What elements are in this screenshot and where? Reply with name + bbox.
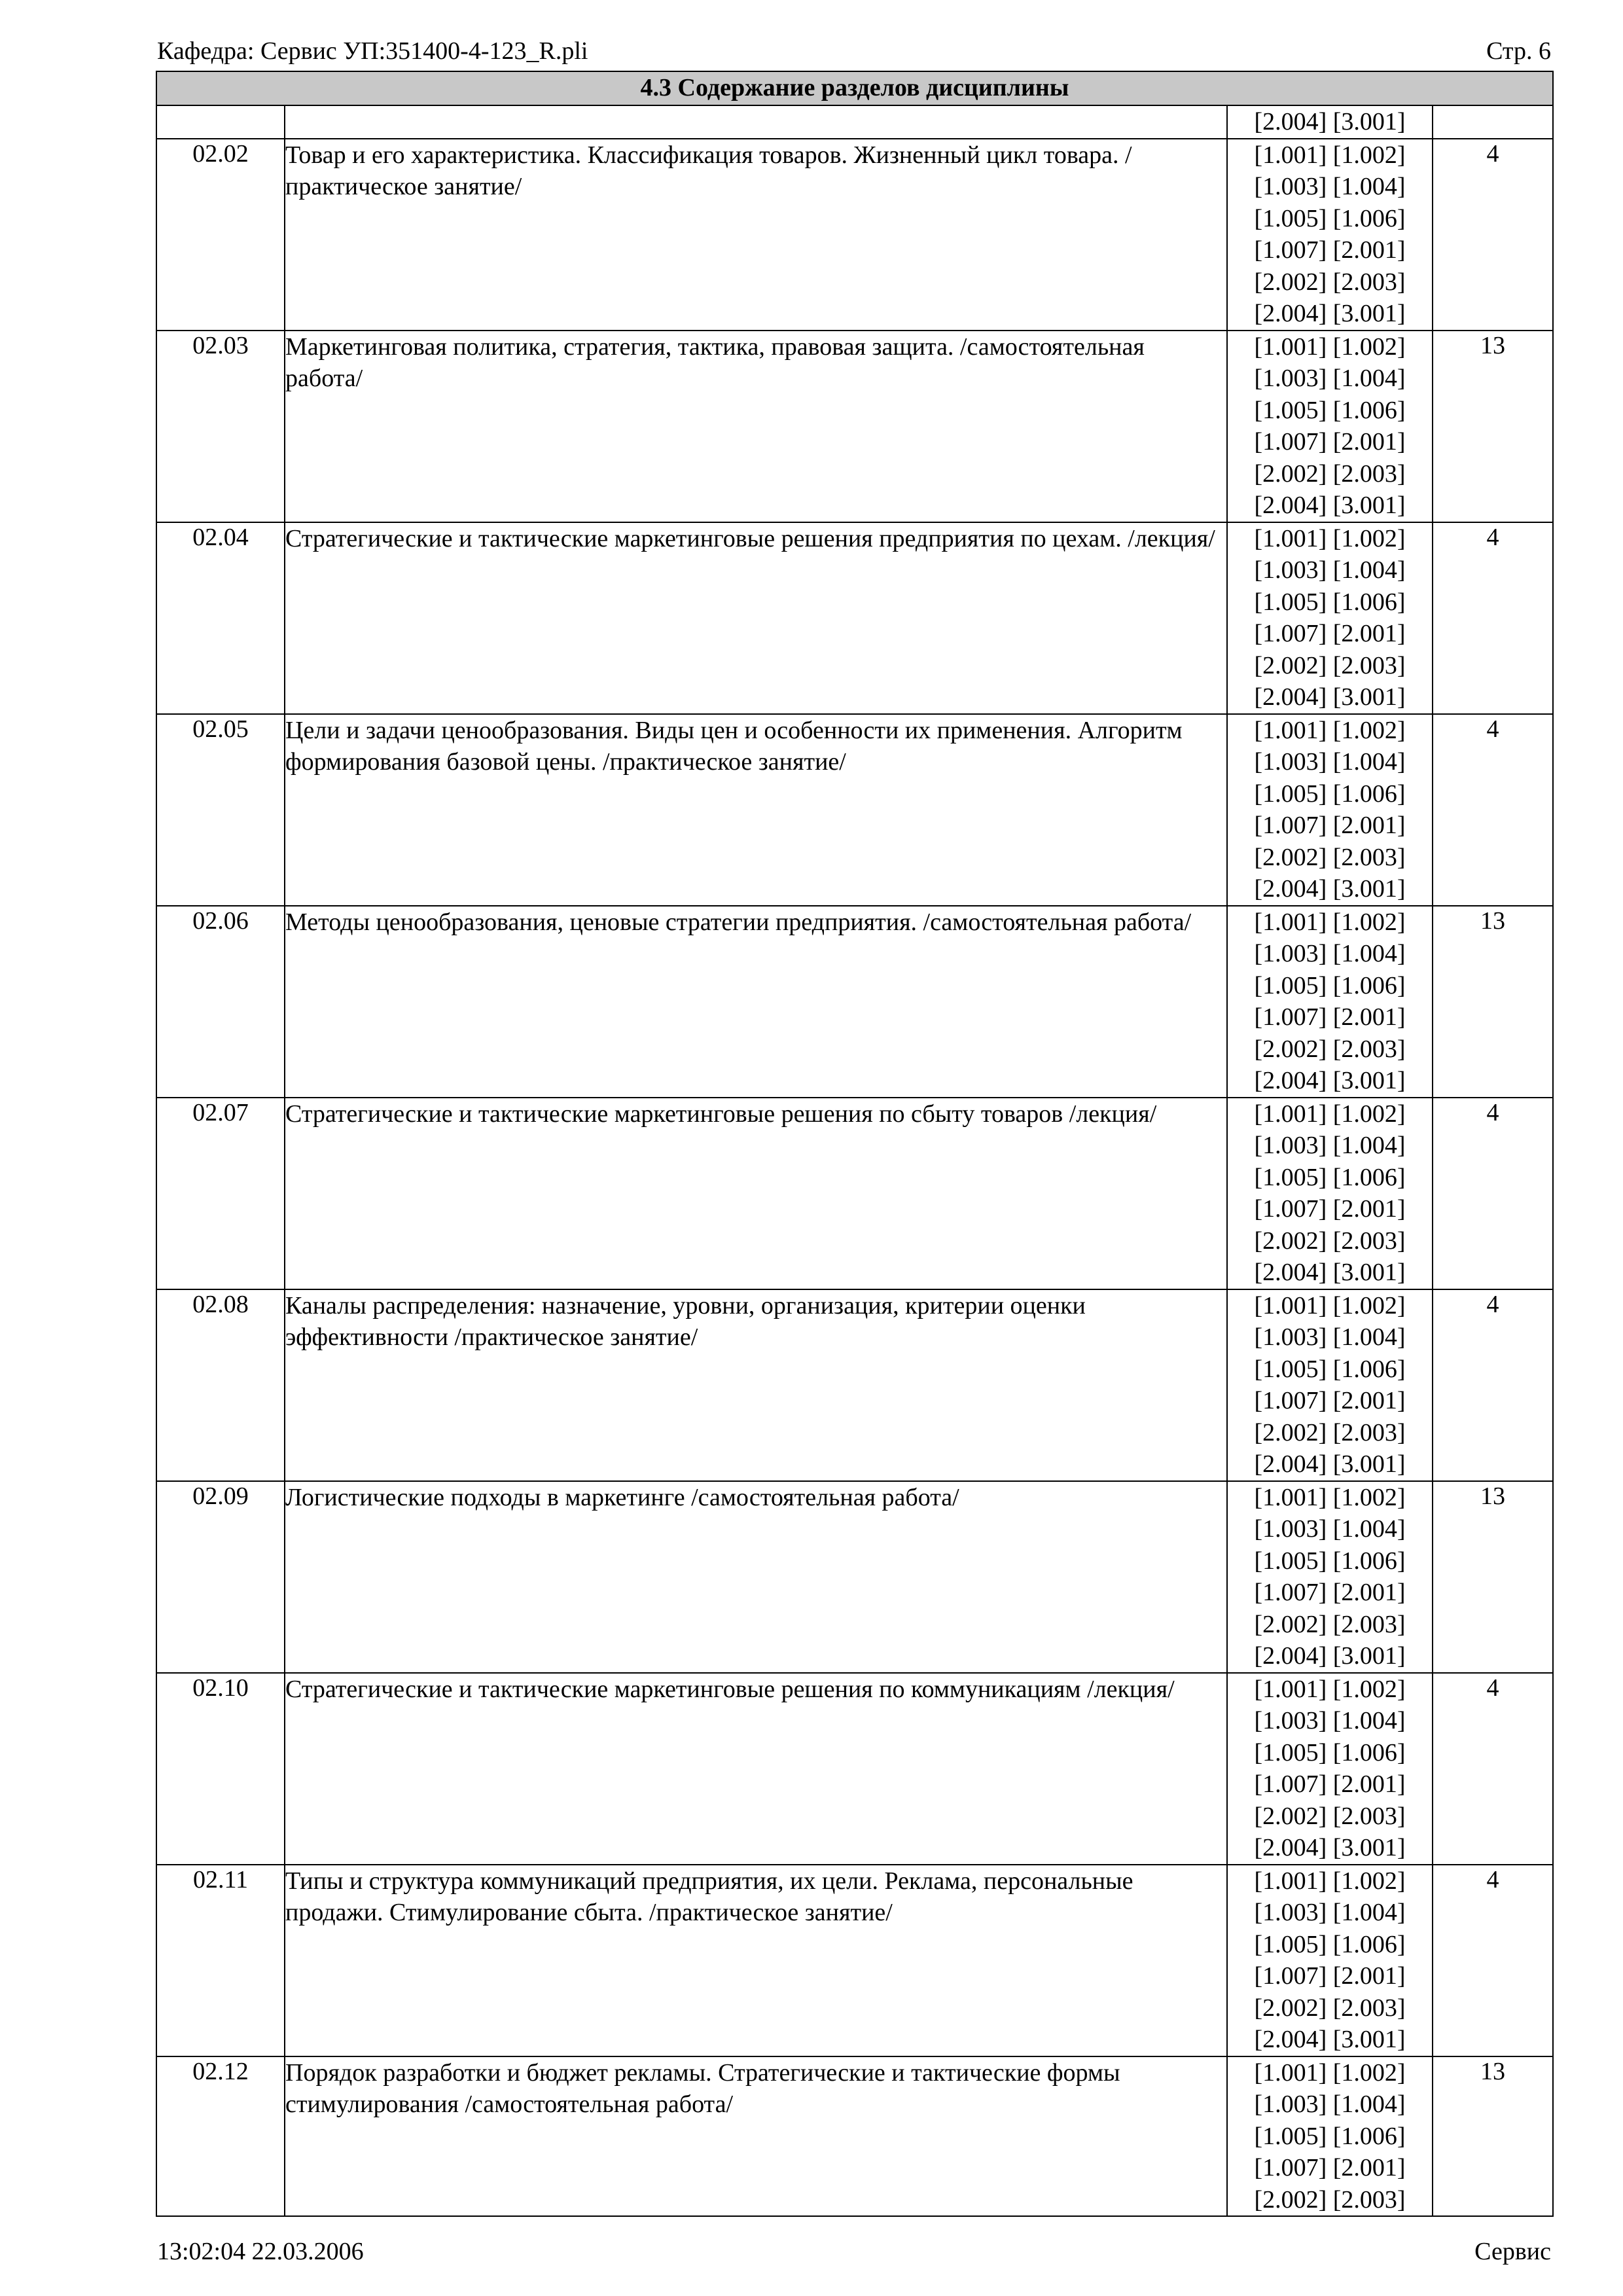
literature-line: [1.005] [1.006] xyxy=(1254,971,1406,999)
literature-line: [2.004] [3.001] xyxy=(1254,1834,1406,1861)
table-row xyxy=(156,522,1553,714)
literature-line: [1.003] [1.004] xyxy=(1254,748,1406,776)
literature-line: [1.003] [1.004] xyxy=(1254,2090,1406,2118)
table-row xyxy=(156,1865,1553,2056)
table-row xyxy=(156,331,1553,522)
literature-line: [1.001] [1.002] xyxy=(1254,716,1406,744)
literature-refs xyxy=(1227,2056,1433,2217)
literature-line: [1.003] [1.004] xyxy=(1254,365,1406,392)
table-row xyxy=(156,1098,1553,1289)
literature-line: [2.002] [2.003] xyxy=(1254,2185,1406,2214)
section-code: 02.10 xyxy=(156,1673,285,1865)
section-code: 02.07 xyxy=(156,1098,285,1289)
hours-value: 13 xyxy=(1433,2056,1553,2217)
literature-line: [1.007] [2.001] xyxy=(1254,1387,1406,1414)
literature-refs xyxy=(1227,139,1433,331)
literature-line: [1.001] [1.002] xyxy=(1254,1291,1406,1319)
literature-line: [1.001] [1.002] xyxy=(1254,1867,1406,1895)
hours-value: 4 xyxy=(1433,139,1553,331)
hours-value: 13 xyxy=(1433,1481,1553,1673)
literature-line: [2.004] [3.001] xyxy=(1254,1450,1406,1478)
literature-line: [2.002] [2.003] xyxy=(1254,268,1406,296)
literature-refs xyxy=(1227,1673,1433,1865)
hours-value: 4 xyxy=(1433,522,1553,714)
literature-line: [2.004] [3.001] xyxy=(1254,492,1406,519)
page-footer xyxy=(157,2237,1551,2270)
literature-line: [1.005] [1.006] xyxy=(1254,204,1406,232)
literature-line: [2.002] [2.003] xyxy=(1254,1418,1406,1446)
literature-line: [1.007] [2.001] xyxy=(1254,428,1406,456)
literature-line: [2.002] [2.003] xyxy=(1254,1227,1406,1255)
literature-line: [1.001] [1.002] xyxy=(1254,908,1406,936)
literature-line: [1.005] [1.006] xyxy=(1254,1930,1406,1958)
literature-line: [2.004] [3.001] xyxy=(1254,1259,1406,1286)
literature-line: [2.004] [3.001] xyxy=(1254,300,1406,327)
literature-line: [2.002] [2.003] xyxy=(1254,651,1406,679)
literature-line: [1.005] [1.006] xyxy=(1254,588,1406,616)
literature-line: [1.007] [2.001] xyxy=(1254,1962,1406,1990)
table-title-row xyxy=(156,71,1553,105)
literature-refs xyxy=(1227,331,1433,522)
section-code: 02.06 xyxy=(156,906,285,1098)
literature-refs xyxy=(1227,906,1433,1098)
literature-line: [1.001] [1.002] xyxy=(1254,1675,1406,1703)
section-code: 02.05 xyxy=(156,714,285,906)
literature-line: [1.007] [2.001] xyxy=(1254,1770,1406,1798)
literature-line: [2.004] [3.001] xyxy=(1254,2026,1406,2053)
literature-refs xyxy=(1227,1481,1433,1673)
literature-line: [2.004] [3.001] xyxy=(1254,1642,1406,1670)
section-description: Стратегические и тактические маркетинговые решения по коммуникациям /лекция/ xyxy=(285,1673,1227,1865)
literature-refs xyxy=(1227,714,1433,906)
literature-line: [1.001] [1.002] xyxy=(1254,1483,1406,1511)
section-description: Стратегические и тактические маркетинговые решения предприятия по цехам. /лекция/ xyxy=(285,522,1227,714)
literature-line: [1.003] [1.004] xyxy=(1254,940,1406,967)
section-code: 02.04 xyxy=(156,522,285,714)
literature-refs xyxy=(1227,1865,1433,2056)
section-code: 02.11 xyxy=(156,1865,285,2056)
literature-line: [1.007] [2.001] xyxy=(1254,1579,1406,1606)
hours-value: 4 xyxy=(1433,1098,1553,1289)
literature-line: [1.007] [2.001] xyxy=(1254,2154,1406,2181)
hours-value: 4 xyxy=(1433,714,1553,906)
hours-value: 4 xyxy=(1433,1673,1553,1865)
literature-line: [1.005] [1.006] xyxy=(1254,1547,1406,1575)
table-row xyxy=(156,1289,1553,1481)
literature-line: [2.002] [2.003] xyxy=(1254,1994,1406,2022)
page-header xyxy=(157,37,1551,71)
table-row xyxy=(156,2056,1553,2217)
section-code: 02.03 xyxy=(156,331,285,522)
section-description: Маркетинговая политика, стратегия, тактика, правовая защита. /самостоятельная работа/ xyxy=(285,331,1227,522)
literature-refs xyxy=(1227,105,1433,139)
section-description: Типы и структура коммуникаций предприятия, их цели. Реклама, персональные продажи. Стимулирование сбыта. /практическое занятие/ xyxy=(285,1865,1227,2056)
table-row xyxy=(156,1481,1553,1673)
literature-refs xyxy=(1227,1289,1433,1481)
print-timestamp: 13:02:04 22.03.2006 xyxy=(157,2238,364,2265)
section-description: Порядок разработки и бюджет рекламы. Стратегические и тактические формы стимулирования /самостоятельная работа/ xyxy=(285,2056,1227,2217)
literature-line: [1.001] [1.002] xyxy=(1254,332,1406,361)
literature-line: [2.002] [2.003] xyxy=(1254,1035,1406,1063)
literature-line: [1.003] [1.004] xyxy=(1254,1515,1406,1543)
literature-line: [2.002] [2.003] xyxy=(1254,1802,1406,1830)
hours-value: 13 xyxy=(1433,331,1553,522)
literature-line: [1.007] [2.001] xyxy=(1254,812,1406,839)
literature-line: [1.005] [1.006] xyxy=(1254,1163,1406,1191)
section-code: 02.02 xyxy=(156,139,285,331)
literature-line: [2.004] [3.001] xyxy=(1254,875,1406,903)
literature-line: [1.003] [1.004] xyxy=(1254,1899,1406,1926)
section-description: Логистические подходы в маркетинге /самостоятельная работа/ xyxy=(285,1481,1227,1673)
section-code: 02.12 xyxy=(156,2056,285,2217)
section-code: 02.08 xyxy=(156,1289,285,1481)
table-row xyxy=(156,139,1553,331)
literature-line: [1.003] [1.004] xyxy=(1254,1323,1406,1351)
footer-label: Сервис xyxy=(1474,2238,1551,2265)
literature-line: [1.005] [1.006] xyxy=(1254,1738,1406,1767)
literature-line: [1.003] [1.004] xyxy=(1254,173,1406,200)
department-label: Кафедра: Сервис УП:351400-4-123_R.pli xyxy=(157,37,588,65)
literature-line: [1.005] [1.006] xyxy=(1254,1355,1406,1383)
section-code: 02.09 xyxy=(156,1481,285,1673)
hours-value: 4 xyxy=(1433,1289,1553,1481)
literature-line: [1.003] [1.004] xyxy=(1254,1707,1406,1734)
literature-line: [1.007] [2.001] xyxy=(1254,236,1406,264)
section-description: Каналы распределения: назначение, уровни, организация, критерии оценки эффективности /практическое занятие/ xyxy=(285,1289,1227,1481)
section-description: Цели и задачи ценообразования. Виды цен и особенности их применения. Алгоритм формирования базовой цены. /практическое занятие/ xyxy=(285,714,1227,906)
page-number: Стр. 6 xyxy=(1486,37,1551,65)
table-row-continued xyxy=(156,105,1553,139)
hours-value: 13 xyxy=(1433,906,1553,1098)
literature-line: [2.002] [2.003] xyxy=(1254,459,1406,488)
table-row xyxy=(156,1673,1553,1865)
literature-line: [2.004] [3.001] xyxy=(1254,108,1406,135)
table-title: 4.3 Содержание разделов дисциплины xyxy=(156,71,1553,105)
literature-line: [1.001] [1.002] xyxy=(1254,141,1406,169)
table-row xyxy=(156,714,1553,906)
literature-refs xyxy=(1227,1098,1433,1289)
literature-refs xyxy=(1227,522,1433,714)
literature-line: [1.007] [2.001] xyxy=(1254,1003,1406,1031)
section-description: Стратегические и тактические маркетинговые решения по сбыту товаров /лекция/ xyxy=(285,1098,1227,1289)
literature-line: [1.001] [1.002] xyxy=(1254,2058,1406,2087)
literature-line: [1.005] [1.006] xyxy=(1254,396,1406,424)
discipline-content-table xyxy=(156,71,1554,2217)
literature-line: [1.007] [2.001] xyxy=(1254,1195,1406,1223)
literature-line: [2.002] [2.003] xyxy=(1254,1610,1406,1638)
table-row xyxy=(156,906,1553,1098)
literature-line: [1.005] [1.006] xyxy=(1254,780,1406,808)
literature-line: [1.005] [1.006] xyxy=(1254,2122,1406,2150)
section-description: Методы ценообразования, ценовые стратегии предприятия. /самостоятельная работа/ xyxy=(285,906,1227,1098)
literature-line: [2.004] [3.001] xyxy=(1254,683,1406,711)
section-description: Товар и его характеристика. Классификация товаров. Жизненный цикл товара. /практическое занятие/ xyxy=(285,139,1227,331)
literature-line: [1.007] [2.001] xyxy=(1254,620,1406,647)
literature-line: [1.003] [1.004] xyxy=(1254,1132,1406,1159)
literature-line: [2.002] [2.003] xyxy=(1254,843,1406,871)
literature-line: [1.003] [1.004] xyxy=(1254,556,1406,584)
literature-line: [2.004] [3.001] xyxy=(1254,1067,1406,1094)
hours-value: 4 xyxy=(1433,1865,1553,2056)
literature-line: [1.001] [1.002] xyxy=(1254,524,1406,552)
literature-line: [1.001] [1.002] xyxy=(1254,1100,1406,1128)
